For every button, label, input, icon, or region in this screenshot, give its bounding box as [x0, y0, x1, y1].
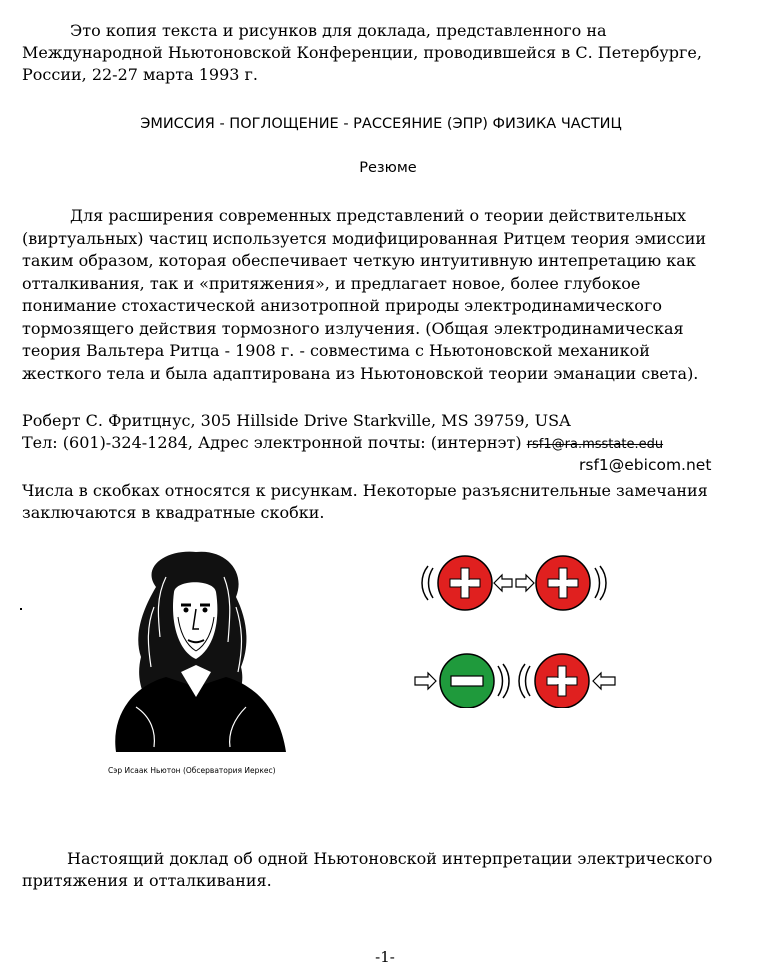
abstract-line: тормозящего действия тормозного излучения. (Общая электродинамическая — [22, 318, 684, 338]
newton-portrait-image — [96, 547, 286, 752]
footer-line-1: Настоящий доклад об одной Ньютоновской интерпретации электрического — [67, 849, 713, 868]
portrait-caption: Сэр Исаак Ньютон (Обсерватория Иеркес) — [108, 766, 276, 775]
abstract-line: (виртуальных) частиц используется модифицированная Ритцем теория эмисcии — [22, 228, 707, 248]
footer-line-2: притяжения и отталкивания. — [22, 871, 272, 890]
old-email: rsf1@ra.msstate.edu — [526, 437, 664, 452]
bottom-left-negative-particle — [440, 654, 509, 708]
abstract-line: Для расширения современных представлений о теории действительных — [70, 206, 686, 225]
note-line-2: заключаются в квадратные скобки. — [22, 503, 325, 522]
intro-line-2: Международной Ньютоновской Конференции, проводившейся в С. Петербурге, — [22, 43, 702, 62]
right-arrow-inward — [593, 673, 615, 689]
contact-phone-email — [22, 432, 663, 456]
top-right-positive-particle — [536, 556, 606, 610]
top-left-positive-particle — [422, 556, 492, 610]
left-arrow-inward — [415, 673, 436, 689]
particle-interaction-figure — [410, 548, 620, 708]
abstract-line: понимание стохастической анизотропной природы электродинамического — [22, 296, 662, 315]
repulsion-arrows — [494, 575, 534, 591]
summary-heading: Резюме — [359, 160, 417, 176]
abstract-line: теория Вальтера Ритца - 1908 г. - совместима с Ньютоновской механикой — [22, 341, 650, 360]
contact-prefix: Тел: (601)-324-1284, Адрес электронной почты: (интернэт) — [22, 433, 527, 452]
stray-dot — [20, 608, 22, 610]
paper-title: ЭМИССИЯ - ПОГЛОЩЕНИЕ - РАССЕЯНИЕ (ЭПР) ФИЗИКА ЧАСТИЦ — [140, 116, 622, 132]
intro-line-1: Это копия текста и рисунков для доклада, представленного на — [70, 21, 607, 40]
abstract-line: жесткого тела и была адаптирована из Ньютоновской теории эманации света). — [22, 363, 699, 383]
bottom-right-positive-particle — [519, 654, 589, 708]
page-number: -1- — [375, 948, 395, 966]
note-line-1: Числа в скобках относятся к рисункам. Некоторые разъяснительные замечания — [22, 481, 708, 500]
contact-author: Роберт С. Фритцнус, 305 Hillside Drive Starkville, MS 39759, USA — [22, 411, 571, 430]
new-email: rsf1@ebicom.net — [579, 456, 712, 474]
intro-line-3: России, 22-27 марта 1993 г. — [22, 65, 259, 84]
abstract-line: отталкивания, так и «притяжения», и предлагает новое, более глубокое — [22, 273, 641, 293]
abstract-line: таким образом, которая обеспечивает четкую интуитивную интепретацию как — [22, 251, 696, 270]
